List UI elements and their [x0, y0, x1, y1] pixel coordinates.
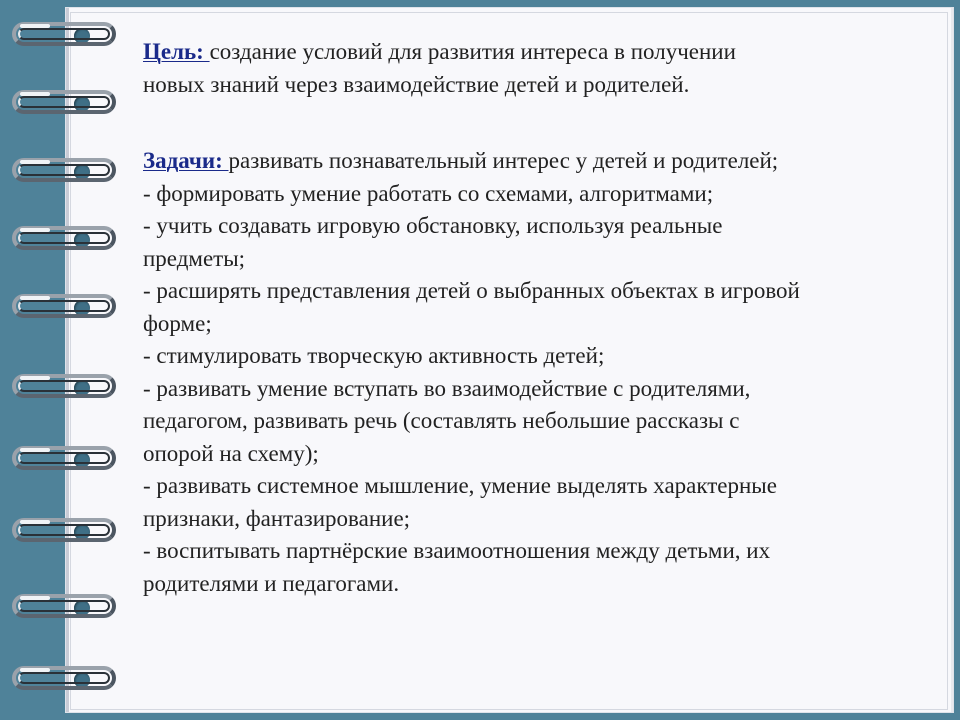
- spiral-ring-icon: [12, 664, 118, 694]
- slide-text: [143, 36, 923, 600]
- spiral-ring-icon: [12, 292, 118, 322]
- task-line: - развивать умение вступать во взаимодействие с родителями,: [143, 375, 751, 401]
- task-line: - расширять представления детей о выбранных объектах в игровой: [143, 278, 800, 303]
- task-line: родителями и педагогами.: [143, 570, 400, 596]
- task-line: форме;: [143, 310, 212, 336]
- goal-line: [143, 36, 923, 69]
- task-line: - стимулировать творческую активность детей;: [143, 343, 605, 368]
- goal-text: создание условий для развития интереса в получении: [209, 39, 736, 64]
- task-line: предметы;: [143, 245, 246, 271]
- task-line: - учить создавать игровую обстановку, используя реальные: [143, 213, 723, 238]
- spiral-ring-icon: [12, 20, 118, 50]
- spiral-ring-icon: [12, 156, 118, 186]
- tasks-paragraph: [143, 145, 923, 600]
- task-line: опорой на схему);: [143, 440, 319, 466]
- spiral-ring-icon: [12, 592, 118, 622]
- tasks-label: Задачи:: [143, 148, 229, 173]
- task-line: педагогом, развивать речь (составлять небольшие рассказы с: [143, 408, 740, 433]
- goal-line: новых знаний через взаимодействие детей и родителей.: [143, 71, 690, 97]
- task-line: - развивать системное мышление, умение выделять характерные: [143, 473, 777, 498]
- goal-paragraph: [143, 36, 923, 101]
- spiral-ring-icon: [12, 372, 118, 402]
- spiral-ring-icon: [12, 516, 118, 546]
- task-line: признаки, фантазирование;: [143, 505, 411, 531]
- spiral-ring-icon: [12, 444, 118, 474]
- task-line: - формировать умение работать со схемами, алгоритмами;: [143, 180, 714, 206]
- goal-label: Цель:: [143, 39, 210, 64]
- spiral-ring-icon: [12, 224, 118, 254]
- task-line: - воспитывать партнёрские взаимоотношения между детьми, их: [143, 538, 771, 563]
- spiral-ring-icon: [12, 88, 118, 118]
- tasks-line: [143, 145, 923, 178]
- tasks-first-text: развивать познавательный интерес у детей и родителей;: [228, 148, 779, 173]
